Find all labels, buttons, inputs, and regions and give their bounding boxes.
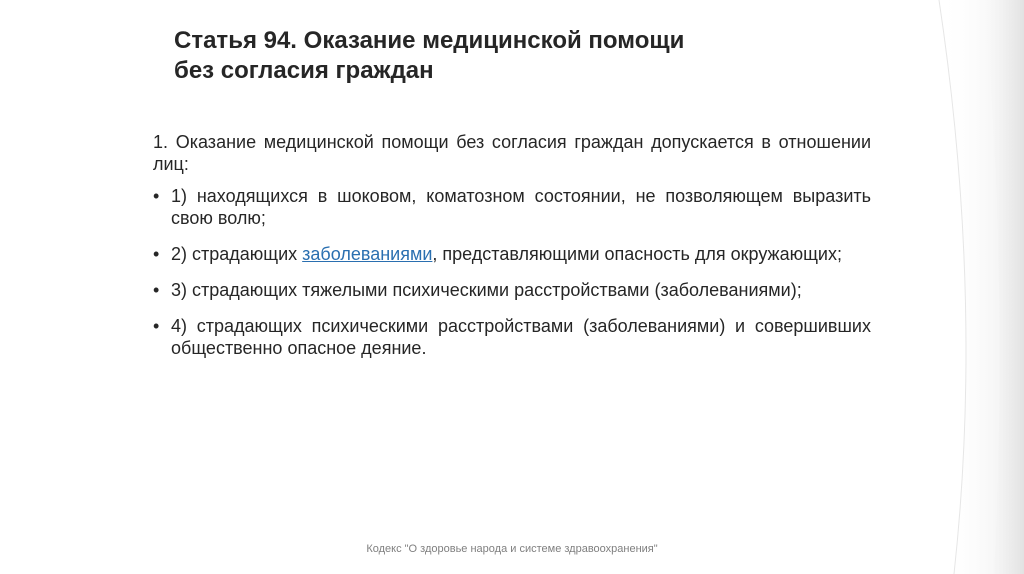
list-item-text: 1) находящихся в шоковом, коматозном состоянии, не позволяющем выразить свою волю;: [171, 186, 871, 228]
list-item-text: 4) страдающих психическими расстройствами (заболеваниями) и совершивших общественно опасное деяние.: [171, 316, 871, 358]
bullet-icon: •: [153, 316, 160, 336]
slide-title: [174, 26, 874, 86]
bullet-icon: •: [153, 244, 160, 264]
page-curl-decoration: [884, 0, 1024, 574]
list-item-text-after: , представляющими опасность для окружающих;: [432, 244, 842, 264]
bullet-list: [153, 185, 871, 359]
list-item: [153, 315, 871, 359]
bullet-icon: •: [153, 186, 160, 206]
list-item-text: 3) страдающих тяжелыми психическими расстройствами (заболеваниями);: [171, 280, 802, 300]
list-item: [153, 243, 871, 265]
slide-title-line-1: Статья 94. Оказание медицинской помощи: [174, 27, 685, 54]
diseases-link[interactable]: заболеваниями: [302, 244, 433, 264]
slide-title-line-2: без согласия граждан: [174, 57, 434, 84]
intro-paragraph: 1. Оказание медицинской помощи без согласия граждан допускается в отношении лиц:: [153, 132, 871, 174]
bullet-icon: •: [153, 280, 160, 300]
slide-footer: Кодекс "О здоровье народа и системе здравоохранения": [366, 543, 658, 555]
list-item-text-before: 2) страдающих: [171, 244, 303, 264]
list-item: [153, 279, 871, 301]
slide-body: [153, 131, 871, 373]
list-item: [153, 185, 871, 229]
